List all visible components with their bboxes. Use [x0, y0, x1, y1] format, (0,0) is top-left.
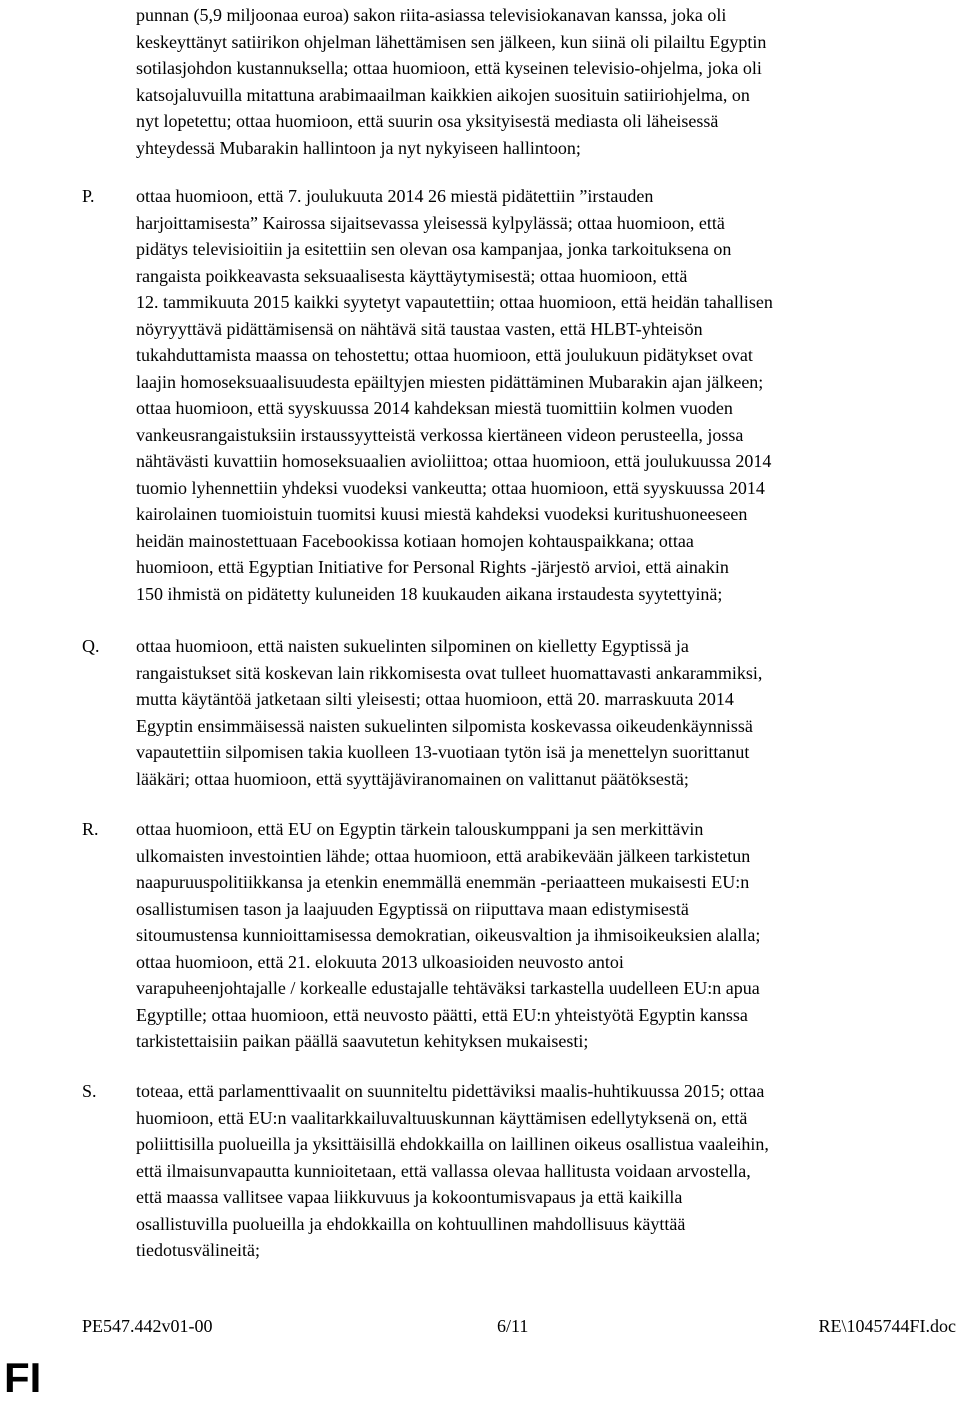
text-line: Egyptille; ottaa huomioon, että neuvosto päätti, että EU:n yhteistyötä Egyptin kanssa: [136, 1004, 748, 1025]
text-line: laajin homoseksuaalisuudesta epäiltyjen miesten pidättäminen Mubarakin ajan jälkeen;: [136, 371, 764, 392]
paragraph-marker: Q.: [82, 636, 100, 656]
text-line: vapautettiin silpomisen takia kuolleen 13-vuotiaan tytön isä ja menettelyn suorittanut: [136, 742, 750, 762]
text-line: tukahduttamista maassa on tehostettu; ottaa huomioon, että joulukuun pidätykset ovat: [136, 345, 753, 365]
text-line: rangaistukset sitä koskevan lain rikkomisesta ovat tulleet huomattavasti ankarammiksi,: [136, 662, 763, 683]
text-line: varapuheenjohtajalle / korkealle edustajalle tehtäväksi tarkastella uudelleen EU:n apua: [136, 978, 760, 998]
text-line: ottaa huomioon, että naisten sukuelinten silpominen on kielletty Egyptissä ja: [136, 636, 689, 656]
text-line: ottaa huomioon, että EU on Egyptin tärkein talouskumppani ja sen merkittävin: [136, 819, 704, 839]
text-line: huomioon, että Egyptian Initiative for Personal Rights -järjestö arvioi, että ainakin: [136, 557, 729, 577]
text-line: naapuruuspolitiikkansa ja etenkin enemmällä enemmän -periaatteen mukaisesti EU:n: [136, 872, 750, 892]
text-line: tuomio lyhennettiin yhdeksi vuodeksi vankeutta; ottaa huomioon, että syyskuussa 2014: [136, 477, 765, 498]
footer-file-ref: RE\1045744FI.doc: [818, 1316, 956, 1336]
text-line: ottaa huomioon, että 7. joulukuuta 2014 26 miestä pidätettiin ”irstauden: [136, 186, 654, 206]
text-line: että ilmaisunvapautta kunnioitetaan, että vallassa olevaa hallitusta voidaan arvostella,: [136, 1160, 751, 1181]
text-line: huomioon, että EU:n vaalitarkkailuvaltuuskunnan käyttämisen edellytyksenä on, että: [136, 1107, 748, 1128]
paragraph-text: [136, 1078, 956, 1264]
text-line: toteaa, että parlamenttivaalit on suunniteltu pidettäviksi maalis-huhtikuussa 2015; ottaa: [136, 1081, 765, 1101]
text-line: harjoittamisesta” Kairossa sijaitsevassa yleisessä kylpylässä; ottaa huomioon, että: [136, 212, 725, 233]
paragraph-text: [136, 816, 956, 1055]
text-line: 150 ihmistä on pidätetty kuluneiden 18 kuukauden aikana irstaudesta syytettyinä;: [136, 583, 723, 604]
text-line: 12. tammikuuta 2015 kaikki syytetyt vapautettiin; ottaa huomioon, että heidän tahallisen: [136, 292, 773, 312]
text-line: lääkäri; ottaa huomioon, että syyttäjäviranomainen on valittanut päätöksestä;: [136, 768, 689, 789]
text-line: heidän mainostettuaan Facebookissa kotiaan homojen kohtauspaikkana; ottaa: [136, 530, 694, 551]
text-line: ottaa huomioon, että 21. elokuuta 2013 ulkoasioiden neuvosto antoi: [136, 951, 624, 972]
paragraph-marker: R.: [82, 819, 99, 839]
text-line: pidätys televisioitiin ja esitettiin sen olevan osa kampanjaa, jonka tarkoituksena on: [136, 239, 732, 259]
paragraph-text: [136, 183, 956, 607]
footer-doc-ref: PE547.442v01-00: [82, 1316, 213, 1336]
text-line: että maassa vallitsee vapaa liikkuvuus ja kokoontumisvapaus ja että kaikilla: [136, 1187, 683, 1207]
paragraph-text: [136, 633, 956, 792]
paragraph-text: [136, 2, 956, 161]
text-line: sotilasjohdon kustannuksella; ottaa huomioon, että kyseinen televisio-ohjelma, joka oli: [136, 58, 762, 78]
text-line: osallistuvilla puolueilla ja ehdokkailla on kohtuullinen mahdollisuus käyttää: [136, 1213, 686, 1234]
footer-page-number: 6/11: [497, 1316, 529, 1336]
text-line: vankeusrangaistuksiin irstaussyytteistä verkossa kiertäneen videon perusteella, jossa: [136, 424, 744, 445]
text-line: nyt lopetettu; ottaa huomioon, että suurin osa yksityisestä mediasta oli läheisessä: [136, 111, 719, 131]
text-line: mutta käytäntöä jatketaan silti yleisesti; ottaa huomioon, että 20. marraskuuta 2014: [136, 689, 734, 709]
paragraph-marker: P.: [82, 186, 95, 206]
text-line: tiedotusvälineitä;: [136, 1240, 260, 1260]
text-line: Egyptin ensimmäisessä naisten sukuelinten silpomista koskevassa oikeudenkäynnissä: [136, 715, 753, 736]
text-line: katsojaluvuilla mitattuna arabimaailman kaikkien aikojen suosituin satiiriohjelma, on: [136, 84, 750, 105]
text-line: ottaa huomioon, että syyskuussa 2014 kahdeksan miestä tuomittiin kolmen vuoden: [136, 398, 733, 418]
text-line: punnan (5,9 miljoonaa euroa) sakon riita-asiassa televisiokanavan kanssa, joka oli: [136, 5, 727, 25]
language-code: FI: [4, 1354, 42, 1401]
text-line: tarkistettaisiin paikan päällä saavutetun kehityksen mukaisesti;: [136, 1031, 589, 1051]
text-line: keskeyttänyt satiirikon ohjelman lähettämisen sen jälkeen, kun siinä oli pilailtu Egyptin: [136, 31, 767, 52]
text-line: osallistumisen tason ja laajuuden Egyptissä on riiputtava maan edistymisestä: [136, 898, 689, 919]
text-line: nähtävästi kuvattiin homoseksuaalien avioliittoa; ottaa huomioon, että joulukuussa 2014: [136, 451, 772, 471]
text-line: nöyryyttävä pidättämisensä on nähtävä sitä taustaa vasten, että HLBT-yhteisön: [136, 318, 703, 339]
text-line: yhteydessä Mubarakin hallintoon ja nyt nykyiseen hallintoon;: [136, 137, 581, 158]
text-line: kairolainen tuomioistuin tuomitsi kuusi miestä kahdeksi vuodeksi kuritushuoneeseen: [136, 504, 748, 524]
text-line: ulkomaisten investointien lähde; ottaa huomioon, että arabikevään jälkeen tarkistetun: [136, 845, 751, 866]
text-line: poliittisilla puolueilla ja yksittäisillä ehdokkailla on laillinen oikeus osallistua vaaleihin,: [136, 1134, 769, 1154]
paragraph-marker: S.: [82, 1081, 97, 1101]
text-line: rangaista poikkeavasta seksuaalisesta käyttäytymisestä; ottaa huomioon, että: [136, 265, 688, 286]
text-line: sitoumustensa kunnioittamisessa demokratian, oikeusvaltion ja ihmisoikeuksien alalla;: [136, 925, 761, 945]
